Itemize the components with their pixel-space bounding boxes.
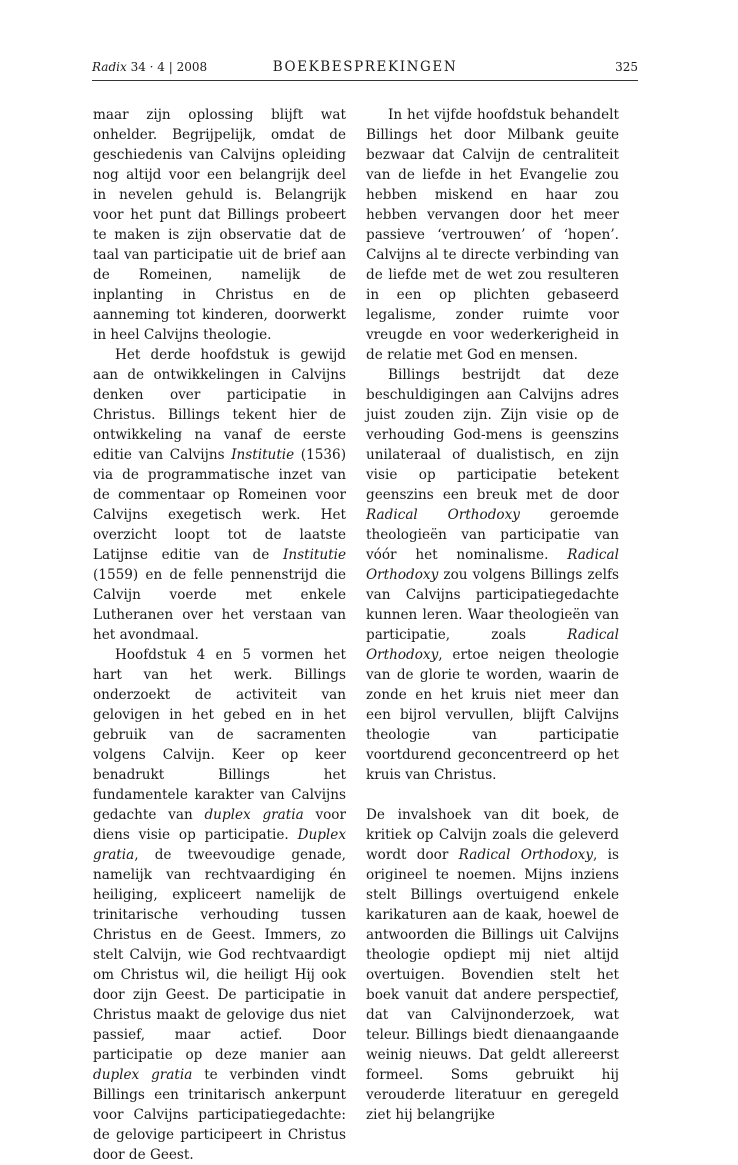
left-column xyxy=(93,105,346,1165)
italic-term: Institutie xyxy=(231,447,295,463)
issue-info: 34 · 4 | 2008 xyxy=(130,60,208,74)
page-number: 325 xyxy=(615,60,638,74)
paragraph: Billings bestrijdt dat deze beschuldigingen aan Calvijns adres juist zouden zijn. Zijn visie op de verhouding God-mens is geenszins unilateraal of dualistisch, en zijn visie op participatie betekent geenszins een breuk met de door Radical Orthodoxy geroemde theologieën van participatie van vóór het nominalisme. Radical Orthodoxy zou volgens Billings zelfs van Calvijns participatiegedachte kunnen leren. Waar theologieën van participatie, zoals Radical Orthodoxy, ertoe neigen theologie van de glorie te worden, waarin de zonde en het kruis niet meer dan een bijrol vervullen, blijft Calvijns theologie van participatie voortdurend geconcentreerd op het kruis van Christus. xyxy=(366,367,619,783)
header-rule xyxy=(92,80,638,81)
paragraph: maar zijn oplossing blijft wat onhelder. Begrijpelijk, omdat de geschiedenis van Calvijns opleiding nog altijd voor een belangrijk deel in nevelen gehuld is. Belangrijk voor het punt dat Billings probeert te maken is zijn observatie dat de taal van participatie uit de brief aan de Romeinen, namelijk de inplanting in Christus en de aanneming tot kinderen, doorwerkt in heel Calvijns theologie. xyxy=(93,107,346,343)
running-header xyxy=(92,60,638,80)
italic-term: Institutie xyxy=(283,547,346,563)
italic-term: Duplex gratia xyxy=(93,827,346,863)
italic-term: duplex gratia xyxy=(93,1067,193,1083)
italic-term: Radical Orthodoxy xyxy=(458,847,594,863)
paragraph: In het vijfde hoofdstuk behandelt Billings het door Milbank geuite bezwaar dat Calvijn de centraliteit van de liefde in het Evangelie zou hebben miskend en haar zou hebben vervangen door het meer passieve ‘vertrouwen’ of ‘hopen’. Calvijns al te directe verbinding van de liefde met de wet zou resulteren in een op plichten gebaseerd legalisme, zonder ruimte voor vreugde en voor wederkerigheid in de relatie met God en mensen. xyxy=(366,107,619,363)
paragraph: De invalshoek van dit boek, de kritiek op Calvijn zoals die geleverd wordt door Radical Orthodoxy, is origineel te noemen. Mijns inziens stelt Billings overtuigend enkele karikaturen aan de kaak, hoewel de antwoorden die Billings uit Calvijns theologie opdiept mij niet altijd overtuigen. Bovendien stelt het boek vanuit dat andere perspectief, dat van Calvijnonderzoek, wat teleur. Billings biedt dienaangaande weinig nieuws. Dat geldt allereerst formeel. Soms gebruikt hij verouderde literatuur en geregeld ziet hij belangrijke xyxy=(366,807,619,1123)
section-title: BOEKBESPREKINGEN xyxy=(272,59,458,75)
italic-term: duplex gratia xyxy=(204,807,304,823)
italic-term: Radical Orthodoxy xyxy=(366,547,619,583)
paragraph: Het derde hoofdstuk is gewijd aan de ontwikkelingen in Calvijns denken over participatie in Christus. Billings tekent hier de ontwikkeling na vanaf de eerste editie van Calvijns Institutie (1536) via de programmatische inzet van de commentaar op Romeinen voor Calvijns exegetisch werk. Het overzicht loopt tot de laatste Latijnse editie van de Institutie (1559) en de felle pennenstrijd die Calvijn voerde met enkele Lutheranen over het verstaan van het avondmaal. xyxy=(93,347,346,643)
italic-term: Radical Orthodoxy xyxy=(366,507,520,523)
right-column xyxy=(366,105,619,1125)
paragraph: Hoofdstuk 4 en 5 vormen het hart van het werk. Billings onderzoekt de activiteit van gelovigen in het gebed en in het gebruik van de sacramenten volgens Calvijn. Keer op keer benadrukt Billings het fundamentele karakter van Calvijns gedachte van duplex gratia voor diens visie op participatie. Duplex gratia, de tweevoudige genade, namelijk van rechtvaardiging én heiliging, expliceert namelijk de trinitarische verhouding tussen Christus en de Geest. Immers, zo stelt Calvijn, wie God rechtvaardigt om Christus wil, die heiligt Hij ook door zijn Geest. De participatie in Christus maakt de gelovige dus niet passief, maar actief. Door participatie op deze manier aan duplex gratia te verbinden vindt Billings een trinitarisch ankerpunt voor Calvijns participatiegedachte: de gelovige participeert in Christus door de Geest. xyxy=(93,647,346,1163)
journal-name: Radix xyxy=(92,60,127,74)
italic-term: Radical Orthodoxy xyxy=(366,627,619,663)
